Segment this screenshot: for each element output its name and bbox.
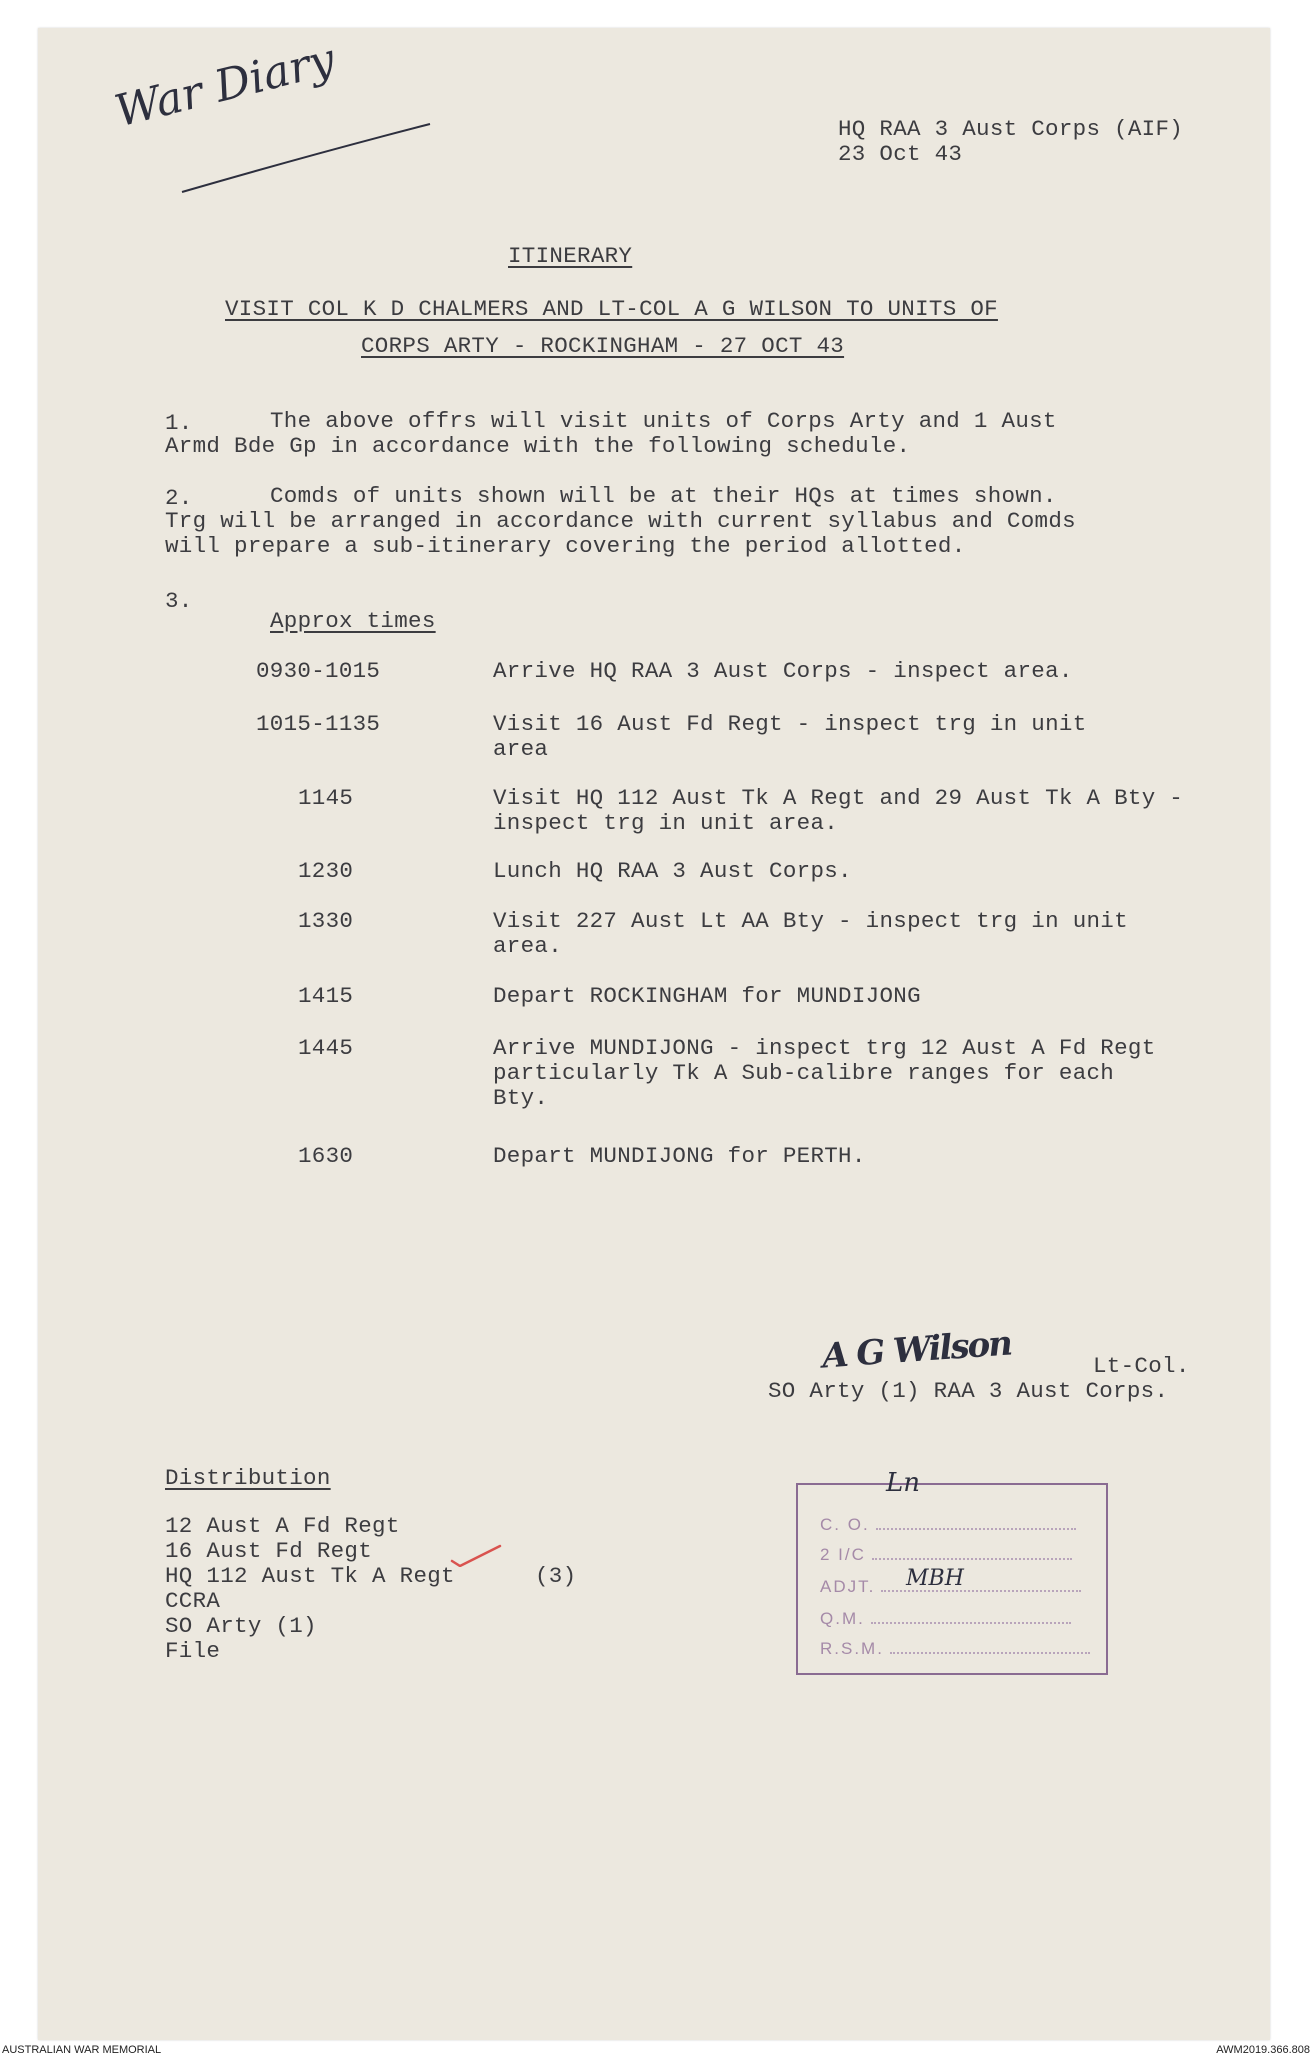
schedule-time: 1415 — [298, 983, 354, 1009]
distribution-item: CCRA — [165, 1588, 221, 1614]
schedule-time: 1330 — [298, 908, 354, 934]
para3-number: 3. — [165, 588, 193, 614]
title-line1: VISIT COL K D CHALMERS AND LT-COL A G WILSON TO UNITS OF — [225, 296, 998, 322]
header-address-line1: HQ RAA 3 Aust Corps (AIF) — [838, 116, 1184, 142]
distribution-item: SO Arty (1) — [165, 1613, 317, 1639]
stamp-row: ADJT. — [820, 1577, 1081, 1597]
schedule-time: 1145 — [298, 785, 354, 811]
schedule-time: 0930-1015 — [256, 658, 381, 684]
schedule-activity: Bty. — [493, 1085, 549, 1111]
schedule-time: 1230 — [298, 858, 354, 884]
distribution-item: HQ 112 Aust Tk A Regt — [165, 1563, 455, 1589]
schedule-activity: inspect trg in unit area. — [493, 810, 839, 836]
schedule-activity: Visit 227 Aust Lt AA Bty - inspect trg in unit — [493, 908, 1128, 934]
schedule-time: 1630 — [298, 1143, 354, 1169]
footer-reference: AWM2019.366.808 — [1216, 2044, 1310, 2056]
schedule-activity: Depart ROCKINGHAM for MUNDIJONG — [493, 983, 921, 1009]
para2-line1: Comds of units shown will be at their HQs at times shown. — [270, 483, 1057, 509]
schedule-activity: Arrive HQ RAA 3 Aust Corps - inspect area. — [493, 658, 1073, 684]
stamp-row: R.S.M. — [820, 1639, 1090, 1659]
stamp-row: Q.M. — [820, 1609, 1071, 1629]
schedule-activity: Arrive MUNDIJONG - inspect trg 12 Aust A Fd Regt — [493, 1035, 1156, 1061]
signature-rank: Lt-Col. — [1093, 1353, 1190, 1379]
signature: A G Wilson — [820, 1323, 1013, 1377]
header-date: 23 Oct 43 — [838, 141, 963, 167]
distribution-item: File — [165, 1638, 221, 1664]
stamp-row: 2 I/C — [820, 1545, 1072, 1565]
distribution-copies: (3) — [535, 1563, 577, 1589]
schedule-activity: Visit 16 Aust Fd Regt - inspect trg in unit — [493, 711, 1087, 737]
schedule-time: 1445 — [298, 1035, 354, 1061]
schedule-activity: particularly Tk A Sub-calibre ranges for each — [493, 1060, 1115, 1086]
annotation-underline — [178, 120, 438, 200]
schedule-header: Approx times — [270, 608, 436, 634]
distribution-heading: Distribution — [165, 1465, 331, 1491]
para2-line2: Trg will be arranged in accordance with current syllabus and Comds — [165, 508, 1076, 534]
footer-credit: AUSTRALIAN WAR MEMORIAL — [2, 2044, 162, 2056]
red-tick-mark — [450, 1543, 502, 1567]
schedule-activity: area. — [493, 933, 563, 959]
schedule-time: 1015-1135 — [256, 711, 381, 737]
stamp-row: C. O. — [820, 1515, 1076, 1535]
document-page — [38, 28, 1270, 2040]
para2-line3: will prepare a sub-itinerary covering the period allotted. — [165, 533, 966, 559]
schedule-activity: Lunch HQ RAA 3 Aust Corps. — [493, 858, 852, 884]
war-diary-annotation: War Diary — [110, 33, 340, 138]
itinerary-heading: ITINERARY — [508, 243, 633, 269]
title-line2: CORPS ARTY - ROCKINGHAM - 27 OCT 43 — [361, 333, 845, 359]
schedule-activity: area — [493, 736, 549, 762]
para2-number: 2. — [165, 485, 193, 511]
signature-appointment: SO Arty (1) RAA 3 Aust Corps. — [768, 1378, 1169, 1404]
schedule-activity: Visit HQ 112 Aust Tk A Regt and 29 Aust Tk A Bty - — [493, 785, 1184, 811]
distribution-item: 16 Aust Fd Regt — [165, 1538, 373, 1564]
stamp-initials-adjt: MBH — [906, 1566, 964, 1591]
para1-line2: Armd Bde Gp in accordance with the following schedule. — [165, 433, 911, 459]
para1-number: 1. — [165, 410, 193, 436]
stamp-initials-co: Ln — [886, 1468, 921, 1498]
schedule-activity: Depart MUNDIJONG for PERTH. — [493, 1143, 866, 1169]
distribution-item: 12 Aust A Fd Regt — [165, 1513, 400, 1539]
para1-line1: The above offrs will visit units of Corps Arty and 1 Aust — [270, 408, 1057, 434]
